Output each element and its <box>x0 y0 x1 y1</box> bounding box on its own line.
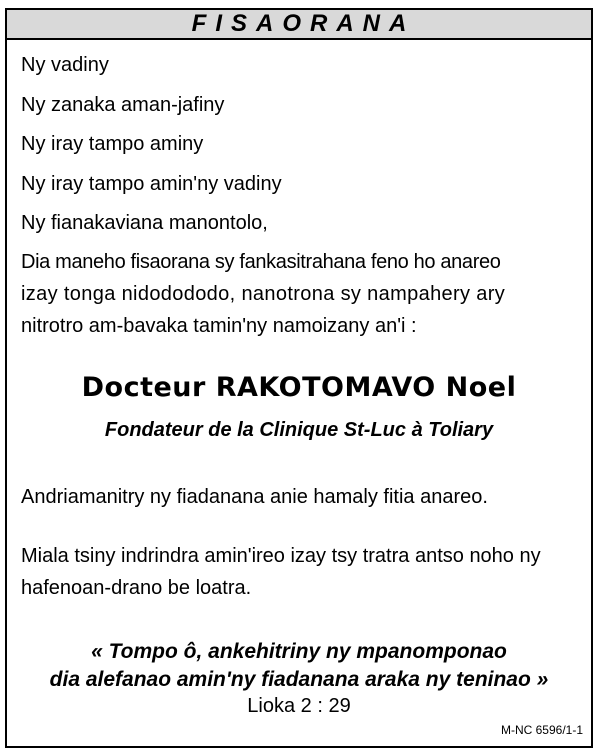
recipient-line: Ny zanaka aman-jafiny <box>21 94 225 116</box>
reference-code: M-NC 6596/1-1 <box>500 723 583 737</box>
verse-line: « Tompo ô, ankehitriny ny mpanomponao <box>91 640 507 663</box>
recipient-line: Ny iray tampo amin'ny vadiny <box>21 173 282 195</box>
verse-quote <box>7 638 591 694</box>
recipient-line: Ny vadiny <box>21 54 109 76</box>
header-bar <box>7 10 591 40</box>
blessing-line: Andriamanitry ny fiadanana anie hamaly fitia anareo. <box>21 486 488 508</box>
apology-line: hafenoan-drano be loatra. <box>21 577 252 599</box>
apology-paragraph <box>21 540 579 604</box>
apology-line: Miala tsiny indrindra amin'ireo izay tsy tratra antso noho ny <box>21 545 541 567</box>
recipient-line: Ny fianakaviana manontolo, <box>21 212 268 234</box>
verse-reference: Lioka 2 : 29 <box>247 695 351 717</box>
intro-line: Dia maneho fisaorana sy fankasitrahana feno ho anareo <box>21 251 501 273</box>
header-title: FISAORANA <box>191 10 416 37</box>
announcement-frame <box>5 8 593 748</box>
verse-line: dia alefanao amin'ny fiadanana araka ny teninao » <box>49 668 549 691</box>
intro-line: nitrotro am-bavaka tamin'ny namoizany an'i : <box>21 315 417 337</box>
recipient-line: Ny iray tampo aminy <box>21 133 204 155</box>
intro-paragraph <box>21 246 579 342</box>
deceased-name: Docteur RAKOTOMAVO Noel <box>81 372 517 403</box>
deceased-title: Fondateur de la Clinique St-Luc à Toliary <box>104 419 494 441</box>
intro-line: izay tonga nidodododo, nanotrona sy nampahery ary <box>21 283 506 305</box>
